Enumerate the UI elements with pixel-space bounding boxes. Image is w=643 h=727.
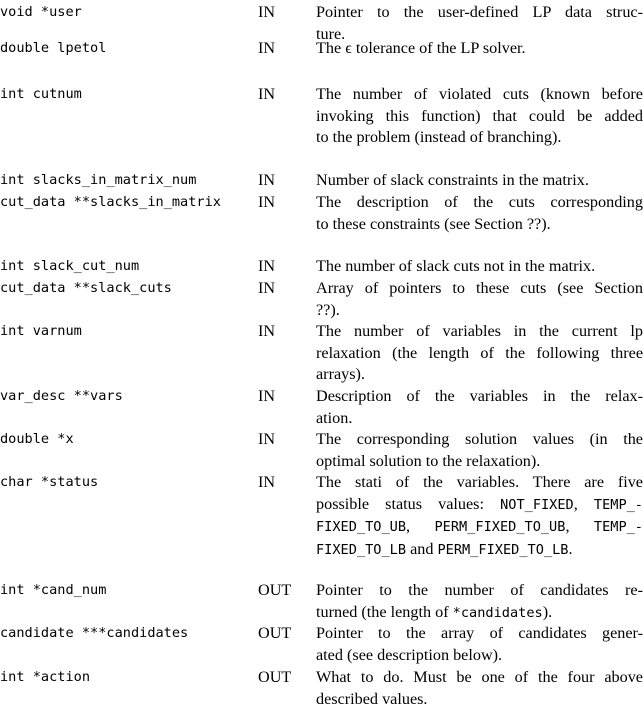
param-direction: IN bbox=[258, 279, 276, 297]
param-description bbox=[316, 84, 643, 149]
description-line bbox=[316, 494, 643, 517]
param-direction: IN bbox=[258, 3, 276, 21]
description-line: The corresponding solution values (in the bbox=[316, 430, 643, 448]
description-line: invoking this function) that could be added bbox=[316, 106, 643, 125]
description-line bbox=[316, 580, 643, 602]
description-text: The stati of the variables. There are five bbox=[316, 473, 643, 491]
description-text: , bbox=[573, 494, 594, 513]
description-line: ation. bbox=[316, 408, 353, 427]
param-name: candidate ***candidates bbox=[0, 625, 189, 641]
param-direction: OUT bbox=[258, 668, 292, 686]
status-value-code: TEMP_- bbox=[593, 496, 643, 513]
description-line: relaxation (the length of the following three bbox=[316, 343, 643, 362]
param-name: int *action bbox=[0, 669, 91, 685]
description-line: Number of slack constraints in the matrix. bbox=[316, 171, 589, 189]
description-text: turned (the length of bbox=[316, 602, 453, 621]
param-description bbox=[316, 386, 643, 429]
param-name: int slacks_in_matrix_num bbox=[0, 172, 197, 188]
description-line: Pointer to the array of candidates gener- bbox=[316, 624, 643, 642]
param-direction: IN bbox=[258, 387, 276, 405]
param-row-action bbox=[0, 667, 643, 727]
param-description bbox=[316, 472, 643, 561]
status-value-code: FIXED_TO_UB bbox=[316, 519, 407, 536]
param-direction: IN bbox=[258, 322, 276, 340]
param-description bbox=[316, 38, 643, 60]
param-name: var_desc **vars bbox=[0, 388, 123, 404]
description-line: The description of the cuts corresponding bbox=[316, 193, 643, 211]
param-direction: IN bbox=[258, 193, 276, 211]
description-line: The number of slack cuts not in the matrix. bbox=[316, 257, 596, 275]
param-name: double *x bbox=[0, 431, 74, 447]
param-direction: IN bbox=[258, 39, 276, 57]
param-name: int *cand_num bbox=[0, 582, 107, 598]
param-name: char *status bbox=[0, 474, 99, 490]
param-row-varnum bbox=[0, 321, 643, 384]
param-direction: IN bbox=[258, 171, 276, 189]
status-value-code: PERM_FIXED_TO_LB bbox=[437, 541, 569, 558]
param-direction: OUT bbox=[258, 581, 292, 599]
param-name: int cutnum bbox=[0, 86, 82, 102]
description-line: ture. bbox=[316, 24, 346, 43]
param-description bbox=[316, 429, 643, 472]
param-row-slacks-in-matrix bbox=[0, 192, 643, 252]
description-line bbox=[316, 472, 643, 494]
description-line: ??). bbox=[316, 300, 340, 319]
description-line: optimal solution to the relaxation). bbox=[316, 451, 541, 470]
status-value-code: NOT_FIXED bbox=[500, 496, 574, 513]
param-name: int slack_cut_num bbox=[0, 258, 140, 274]
description-text: and bbox=[406, 539, 438, 558]
description-line: What to do. Must be one of the four above bbox=[316, 668, 643, 686]
param-description bbox=[316, 170, 643, 192]
param-direction: IN bbox=[258, 430, 276, 448]
description-line: The number of variables in the current lp bbox=[316, 322, 643, 340]
param-name: double lpetol bbox=[0, 40, 107, 56]
param-description bbox=[316, 192, 643, 235]
description-line: to these constraints (see Section ??). bbox=[316, 214, 551, 233]
param-row-cutnum bbox=[0, 84, 643, 147]
description-line: Array of pointers to these cuts (see Section bbox=[316, 279, 643, 297]
status-value-code: PERM_FIXED_TO_UB bbox=[434, 519, 566, 536]
description-line: The ϵ tolerance of the LP solver. bbox=[316, 39, 526, 57]
param-name: int varnum bbox=[0, 323, 82, 339]
description-line: The number of violated cuts (known before bbox=[316, 85, 643, 103]
description-text: , bbox=[406, 517, 435, 536]
description-text: Pointer to the number of candidates re- bbox=[316, 581, 643, 599]
param-description bbox=[316, 580, 643, 624]
param-name: void *user bbox=[0, 4, 82, 20]
description-text: ). bbox=[542, 602, 553, 621]
param-description bbox=[316, 623, 643, 666]
description-line: arrays). bbox=[316, 365, 365, 384]
param-description bbox=[316, 278, 643, 321]
param-direction: IN bbox=[258, 257, 276, 275]
param-description bbox=[316, 256, 643, 278]
candidates-code: *candidates bbox=[452, 604, 543, 621]
param-row-status bbox=[0, 472, 643, 558]
status-value-code: FIXED_TO_LB bbox=[316, 541, 407, 558]
param-name: cut_data **slack_cuts bbox=[0, 280, 172, 296]
description-line: Pointer to the user-defined LP data struc- bbox=[316, 3, 643, 21]
description-line bbox=[316, 602, 643, 625]
description-line bbox=[316, 516, 643, 539]
status-value-code: TEMP_- bbox=[593, 519, 643, 536]
description-line: to the problem (instead of branching). bbox=[316, 128, 562, 147]
description-text: . bbox=[568, 539, 573, 558]
param-direction: IN bbox=[258, 85, 276, 103]
description-text: , bbox=[565, 517, 594, 536]
param-description bbox=[316, 321, 643, 386]
param-name: cut_data **slacks_in_matrix bbox=[0, 194, 221, 210]
description-line: Description of the variables in the relax- bbox=[316, 387, 643, 405]
param-direction: IN bbox=[258, 473, 276, 491]
description-line: ated (see description below). bbox=[316, 645, 503, 664]
description-line: described values. bbox=[316, 689, 428, 708]
description-text: possible status values: bbox=[316, 494, 501, 513]
description-line bbox=[316, 539, 643, 562]
param-direction: OUT bbox=[258, 624, 292, 642]
